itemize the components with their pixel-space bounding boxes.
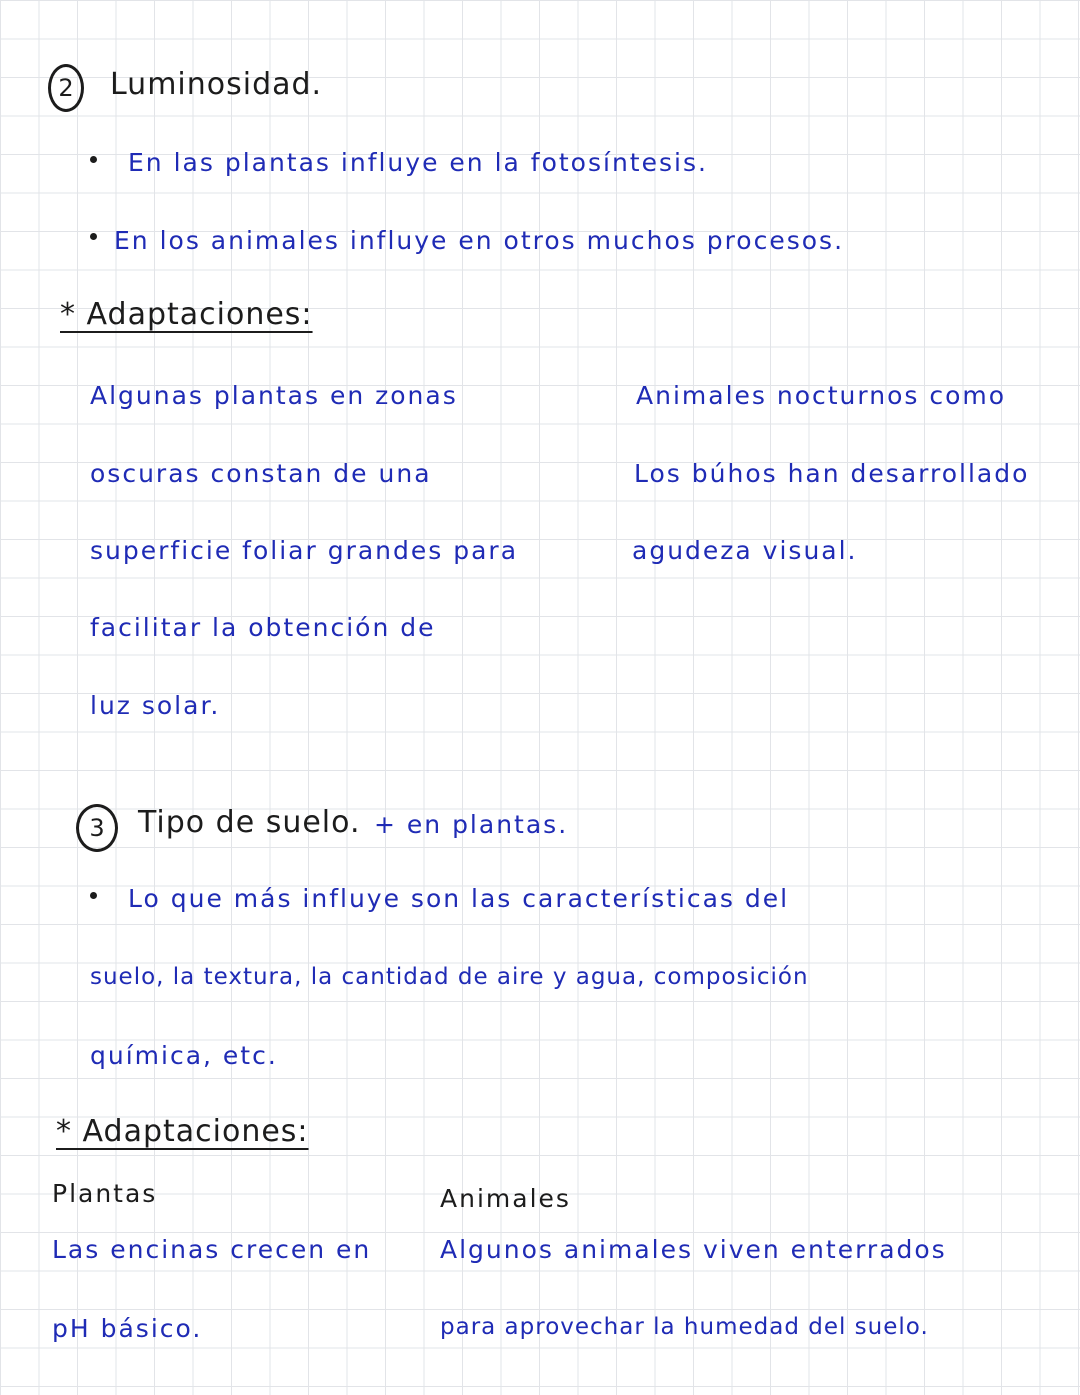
animals-label: Animales [440,1184,571,1213]
section-3-plants-line: pH básico. [52,1314,203,1343]
section-3-title: Tipo de suelo. [138,805,361,840]
section-3-animals-line: Algunos animales viven enterrados [440,1235,947,1264]
section-2-bullet-2: En los animales influye en otros muchos procesos. [114,226,845,255]
section-2-number: 2 [48,64,84,112]
section-2-plants-line: facilitar la obtención de [90,613,436,642]
section-2-animals-line: Animales nocturnos como [636,381,1007,410]
section-3-plants-line: Las encinas crecen en [52,1235,372,1264]
section-2-plants-line: luz solar. [90,691,221,720]
section-2-plants-line: oscuras constan de una [90,459,432,488]
section-2-animals-line: agudeza visual. [632,536,858,565]
section-2-bullet-1: En las plantas influye en la fotosíntesis. [128,148,708,177]
bullet-dot [90,156,97,163]
bullet-dot [90,233,97,240]
section-3-bullet-line: Lo que más influye son las características del [128,884,790,913]
section-2-animals-line: Los búhos han desarrollado [634,459,1030,488]
section-3-animals-line: para aprovechar la humedad del suelo. [440,1314,929,1340]
plants-label: Plantas [52,1179,158,1208]
section-2-plants-line: superficie foliar grandes para [90,536,519,565]
section-3-note: + en plantas. [374,810,569,839]
section-3-adaptations-heading: * Adaptaciones: [56,1114,309,1149]
section-2-plants-line: Algunas plantas en zonas [90,381,458,410]
section-2-title: Luminosidad. [110,67,323,102]
section-3-bullet-line: química, etc. [90,1041,278,1070]
section-3-bullet-line: suelo, la textura, la cantidad de aire y agua, composición [90,964,809,990]
bullet-dot [90,892,97,899]
section-3-number: 3 [76,804,118,852]
section-2-adaptations-heading: * Adaptaciones: [60,297,313,332]
